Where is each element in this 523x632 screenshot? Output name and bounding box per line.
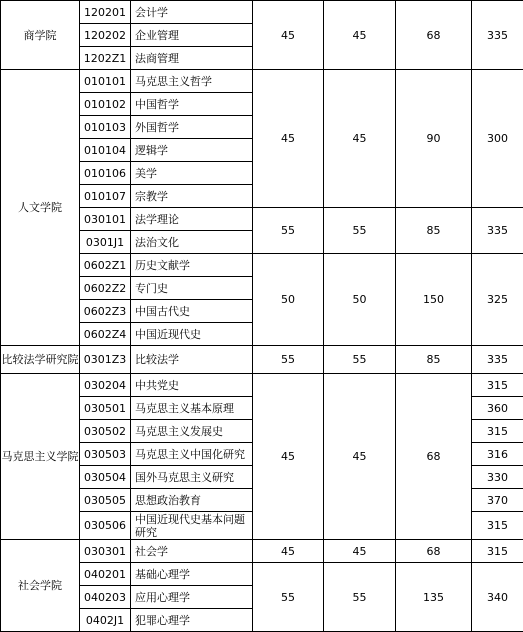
total-cell: 335 <box>472 208 523 254</box>
major-cell: 企业管理 <box>131 24 253 47</box>
code-cell: 010103 <box>80 116 131 139</box>
major-cell: 社会学 <box>131 540 253 563</box>
score-c-cell: 85 <box>396 208 472 254</box>
score-a-cell: 45 <box>253 70 324 208</box>
total-cell: 315 <box>472 512 523 540</box>
score-a-cell: 55 <box>253 208 324 254</box>
major-cell: 美学 <box>131 162 253 185</box>
code-cell: 0602Z2 <box>80 277 131 300</box>
major-cell: 基础心理学 <box>131 563 253 586</box>
code-cell: 030505 <box>80 489 131 512</box>
major-cell: 外国哲学 <box>131 116 253 139</box>
major-cell: 专门史 <box>131 277 253 300</box>
score-c-cell: 90 <box>396 70 472 208</box>
code-cell: 0602Z3 <box>80 300 131 323</box>
code-cell: 030101 <box>80 208 131 231</box>
code-cell: 010101 <box>80 70 131 93</box>
major-cell: 中共党史 <box>131 374 253 397</box>
code-cell: 030301 <box>80 540 131 563</box>
score-b-cell: 45 <box>324 540 396 563</box>
score-c-cell: 85 <box>396 346 472 374</box>
score-b-cell: 50 <box>324 254 396 346</box>
total-cell: 315 <box>472 374 523 397</box>
major-cell: 马克思主义哲学 <box>131 70 253 93</box>
score-a-cell: 45 <box>253 374 324 540</box>
total-cell: 330 <box>472 466 523 489</box>
score-b-cell: 55 <box>324 346 396 374</box>
major-cell: 马克思主义中国化研究 <box>131 443 253 466</box>
major-cell: 马克思主义基本原理 <box>131 397 253 420</box>
code-cell: 030501 <box>80 397 131 420</box>
code-cell: 040203 <box>80 586 131 609</box>
table-row <box>1 70 523 93</box>
major-cell: 犯罪心理学 <box>131 609 253 632</box>
score-c-cell: 68 <box>396 374 472 540</box>
major-cell: 逻辑学 <box>131 139 253 162</box>
score-c-cell: 68 <box>396 540 472 563</box>
code-cell: 030504 <box>80 466 131 489</box>
code-cell: 030506 <box>80 512 131 540</box>
total-cell: 315 <box>472 420 523 443</box>
code-cell: 120201 <box>80 1 131 24</box>
score-c-cell: 150 <box>396 254 472 346</box>
college-cell: 人文学院 <box>1 70 80 346</box>
code-cell: 120202 <box>80 24 131 47</box>
code-cell: 040201 <box>80 563 131 586</box>
major-cell: 比较法学 <box>131 346 253 374</box>
total-cell: 335 <box>472 346 523 374</box>
code-cell: 030204 <box>80 374 131 397</box>
score-c-cell: 135 <box>396 563 472 632</box>
total-cell: 315 <box>472 540 523 563</box>
major-cell: 国外马克思主义研究 <box>131 466 253 489</box>
code-cell: 030502 <box>80 420 131 443</box>
table-row <box>1 374 523 397</box>
major-cell: 法学理论 <box>131 208 253 231</box>
code-cell: 010104 <box>80 139 131 162</box>
total-cell: 325 <box>472 254 523 346</box>
score-b-cell: 55 <box>324 208 396 254</box>
total-cell: 300 <box>472 70 523 208</box>
code-cell: 010106 <box>80 162 131 185</box>
table-row <box>1 254 523 277</box>
major-cell: 中国近现代史 <box>131 323 253 346</box>
total-cell: 340 <box>472 563 523 632</box>
code-cell: 1202Z1 <box>80 47 131 70</box>
score-b-cell: 45 <box>324 1 396 70</box>
code-cell: 030503 <box>80 443 131 466</box>
score-a-cell: 55 <box>253 346 324 374</box>
score-b-cell: 45 <box>324 70 396 208</box>
major-cell: 历史文献学 <box>131 254 253 277</box>
table-row <box>1 540 523 563</box>
code-cell: 010107 <box>80 185 131 208</box>
code-cell: 0602Z1 <box>80 254 131 277</box>
college-cell: 马克思主义学院 <box>1 374 80 540</box>
code-cell: 0602Z4 <box>80 323 131 346</box>
college-cell: 社会学院 <box>1 540 80 632</box>
code-cell: 0301Z3 <box>80 346 131 374</box>
code-cell: 010102 <box>80 93 131 116</box>
major-cell: 宗教学 <box>131 185 253 208</box>
major-cell: 应用心理学 <box>131 586 253 609</box>
total-cell: 370 <box>472 489 523 512</box>
major-cell: 法治文化 <box>131 231 253 254</box>
major-cell: 中国近现代史基本问题研究 <box>131 512 253 540</box>
code-cell: 0402J1 <box>80 609 131 632</box>
score-b-cell: 55 <box>324 563 396 632</box>
table-row <box>1 346 523 374</box>
table-row <box>1 208 523 231</box>
table-row <box>1 1 523 24</box>
table-row <box>1 563 523 586</box>
college-cell: 商学院 <box>1 1 80 70</box>
major-cell: 中国哲学 <box>131 93 253 116</box>
code-cell: 0301J1 <box>80 231 131 254</box>
score-b-cell: 45 <box>324 374 396 540</box>
score-a-cell: 50 <box>253 254 324 346</box>
college-cell: 比较法学研究院 <box>1 346 80 374</box>
score-a-cell: 45 <box>253 1 324 70</box>
major-cell: 中国古代史 <box>131 300 253 323</box>
score-a-cell: 45 <box>253 540 324 563</box>
score-a-cell: 55 <box>253 563 324 632</box>
major-cell: 思想政治教育 <box>131 489 253 512</box>
major-cell: 马克思主义发展史 <box>131 420 253 443</box>
total-cell: 360 <box>472 397 523 420</box>
major-cell: 会计学 <box>131 1 253 24</box>
total-cell: 335 <box>472 1 523 70</box>
score-c-cell: 68 <box>396 1 472 70</box>
total-cell: 316 <box>472 443 523 466</box>
major-cell: 法商管理 <box>131 47 253 70</box>
